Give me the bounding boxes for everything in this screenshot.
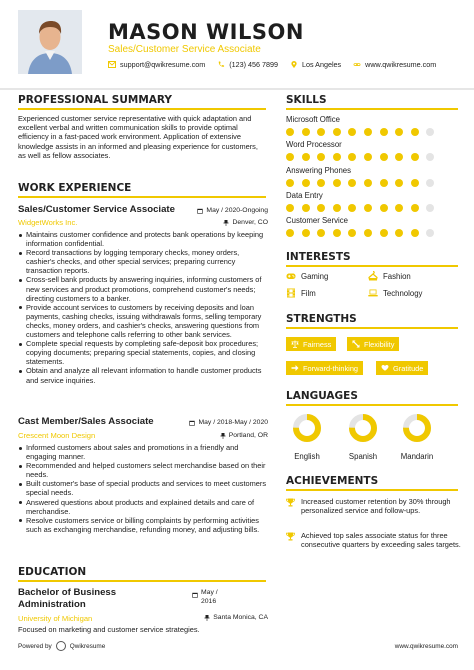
pushpin-icon [223,220,229,226]
skill-dot [317,153,325,161]
skill-dot [426,204,434,212]
job-dates: May / 2020-Ongoing [186,207,268,214]
list-item: Record transactions by logging temporary checks, money orders, cashier's checks, and other special services; preparing currency transaction reports. [18,248,268,275]
skill-dot [317,204,325,212]
job-bullets [18,230,268,385]
skill-rating [286,204,466,212]
skill-dot [286,204,294,212]
education-heading: EDUCATION [18,566,87,578]
skill-label: Answering Phones [286,166,352,175]
language-label: Mandarin [400,452,434,461]
hanger-icon [368,271,378,281]
interests-underline [286,265,458,267]
skill-dot [302,229,310,237]
education-underline [18,580,266,582]
summary-underline [18,108,266,110]
skill-rating [286,153,466,161]
contact-website[interactable]: www.qwikresume.com [353,60,436,69]
skill-dot [380,229,388,237]
languages-underline [286,404,458,406]
skill-item [286,166,466,187]
skill-label: Word Processor [286,140,342,149]
skill-dot [333,229,341,237]
skills-underline [286,108,458,110]
skill-dot [426,229,434,237]
skill-item [286,216,466,237]
skill-dot [395,179,403,187]
language-label: English [294,452,320,461]
skill-dot [286,128,294,136]
skill-dot [426,128,434,136]
contact-bar [108,60,448,69]
language-level-ring [348,413,378,443]
skill-dot [380,128,388,136]
school-location: Santa Monica, CA [190,614,268,621]
achievement-item [286,531,466,549]
skill-dot [348,153,356,161]
list-item: Cross-sell bank products by answering inquiries, informing customers of new services and product promotions, comprehend customer's needs; directing customers to a banker. [18,275,268,302]
job-title: Cast Member/Sales Associate [18,416,154,427]
strengths-heading: STRENGTHS [286,313,357,325]
skill-dot [380,204,388,212]
list-item: Obtain and analyze all relevant information to handle customer products and service inquiries. [18,366,268,384]
skill-dot [286,229,294,237]
arrows-expand-icon [352,340,360,348]
skill-item [286,191,466,212]
company-name: Crescent Moon Design [18,431,96,440]
job-title: Sales/Customer Service Associate [18,204,175,215]
languages-heading: LANGUAGES [286,390,358,402]
location-pin-icon [290,61,298,68]
trophy-icon [286,532,295,541]
interest-item: Gaming [286,271,328,281]
footer-url[interactable]: www.qwikresume.com [394,643,458,650]
achievement-text: Achieved top sales associate status for three consecutive quarters by exceeding sales targets. [301,531,461,550]
language-item [282,413,332,461]
skill-dot [395,204,403,212]
job-location: Denver, CO [196,219,268,226]
skill-dot [317,128,325,136]
strength-chip: Flexibility [347,337,399,351]
language-level-ring [402,413,432,443]
skill-dot [333,204,341,212]
list-item: Provide account services to customers by receiving deposits and loan payments, cashing checks, issuing withdrawals forms, selling temporary checks, money orders, and cashier's checks, answering questions from customers and telephone calls referring to other bank services. [18,303,268,339]
skill-dot [411,229,419,237]
contact-phone[interactable]: (123) 456 7899 [217,60,278,69]
skill-dot [411,204,419,212]
skill-dot [364,179,372,187]
skill-dot [302,179,310,187]
skill-dot [302,204,310,212]
skill-rating [286,179,466,187]
achievements-heading: ACHIEVEMENTS [286,475,379,487]
skill-dot [395,153,403,161]
skill-dot [348,128,356,136]
list-item: Answered questions about products and explained details and care of merchandise. [18,498,268,516]
interest-item: Technology [368,288,422,298]
contact-email[interactable]: support@qwikresume.com [108,60,205,69]
skill-dot [348,179,356,187]
list-item: Resolve customers service or billing complaints by performing activities such as exchanging merchandise, refunding money, and adjusting bills. [18,516,268,534]
skill-dot [426,153,434,161]
qwikresume-logo-icon [56,641,66,651]
achievement-item [286,497,466,515]
skill-dot [395,229,403,237]
list-item: Complete special requests by completing safe-deposit box procedures; copying documents; preparing special statements, copies, and closing statements. [18,339,268,366]
skill-rating [286,229,466,237]
email-icon [108,61,116,68]
skill-dot [333,153,341,161]
skill-dot [411,153,419,161]
scale-icon [291,340,299,348]
interests-heading: INTERESTS [286,251,351,263]
candidate-name: MASON WILSON [108,20,304,44]
education-date: May / 2016 [192,588,218,606]
skill-label: Microsoft Office [286,115,341,124]
strength-chip: Fairness [286,337,336,351]
skill-dot [364,229,372,237]
degree-title: Bachelor of Business Administration [18,587,117,610]
skill-dot [364,128,372,136]
company-name: WidgetWorks Inc. [18,218,78,227]
interest-item: Film [286,288,316,298]
skill-dot [380,153,388,161]
list-item: Recommended and helped customers select merchandise based on their needs. [18,461,268,479]
heart-hand-icon [381,364,389,372]
skill-dot [395,128,403,136]
calendar-icon [189,420,195,426]
strength-chip: Forward-thinking [286,361,363,375]
job-bullets [18,443,268,534]
skill-dot [302,128,310,136]
calendar-icon [192,592,198,598]
skill-dot [364,153,372,161]
phone-icon [217,61,225,68]
strength-chip: Gratitude [376,361,428,375]
skill-dot [348,229,356,237]
achievement-text: Increased customer retention by 30% through personalized service and follow-ups. [301,497,451,516]
skill-dot [380,179,388,187]
pushpin-icon [220,433,226,439]
job-location: Portland, OR [196,432,268,439]
trophy-icon [286,498,295,507]
skill-item [286,140,466,161]
skill-label: Customer Service [286,216,348,225]
skill-dot [426,179,434,187]
language-level-ring [292,413,322,443]
candidate-title: Sales/Customer Service Associate [108,44,261,55]
skill-rating [286,128,466,136]
skill-dot [333,179,341,187]
skill-dot [286,153,294,161]
summary-text: Experienced customer service representative with quick adaptation and excellent verbal and written communication skills to provide optimal efficiency in a fast-paced work environment. Application of extensive knowledge assists in an informed and pleasing experience for customers, as well as fellow associates. [18,114,258,160]
forward-arrow-icon [291,364,299,372]
strengths-underline [286,327,458,329]
skill-dot [333,128,341,136]
skill-dot [317,179,325,187]
calendar-icon [197,208,203,214]
footer-brand: Powered by Qwikresume [18,642,106,650]
skill-dot [348,204,356,212]
skill-dot [411,128,419,136]
skill-item [286,115,466,136]
skill-dot [286,179,294,187]
education-note: Focused on marketing and customer service strategies. [18,625,200,634]
language-item [338,413,388,461]
experience-heading: WORK EXPERIENCE [18,182,132,194]
list-item: Built customer's base of special products and services to meet customers special needs. [18,479,268,497]
link-icon [353,61,361,68]
contact-location: Los Angeles [290,60,341,69]
summary-heading: PROFESSIONAL SUMMARY [18,94,173,106]
skill-label: Data Entry [286,191,323,200]
gamepad-icon [286,271,296,281]
film-icon [286,288,296,298]
achievements-underline [286,489,458,491]
laptop-icon [368,288,378,298]
experience-underline [18,196,266,198]
header-divider [0,88,474,90]
skill-dot [317,229,325,237]
list-item: Maintains customer confidence and protects bank operations by keeping information confidential. [18,230,268,248]
language-label: Spanish [348,452,378,461]
skills-heading: SKILLS [286,94,327,106]
list-item: Informed customers about sales and promotions in a friendly and engaging manner. [18,443,268,461]
job-dates: May / 2018-May / 2020 [180,419,268,426]
pushpin-icon [204,615,210,621]
skill-dot [302,153,310,161]
interest-item: Fashion [368,271,411,281]
avatar [18,10,82,74]
school-name: University of Michigan [18,614,93,623]
skill-dot [411,179,419,187]
language-item [392,413,442,461]
skill-dot [364,204,372,212]
